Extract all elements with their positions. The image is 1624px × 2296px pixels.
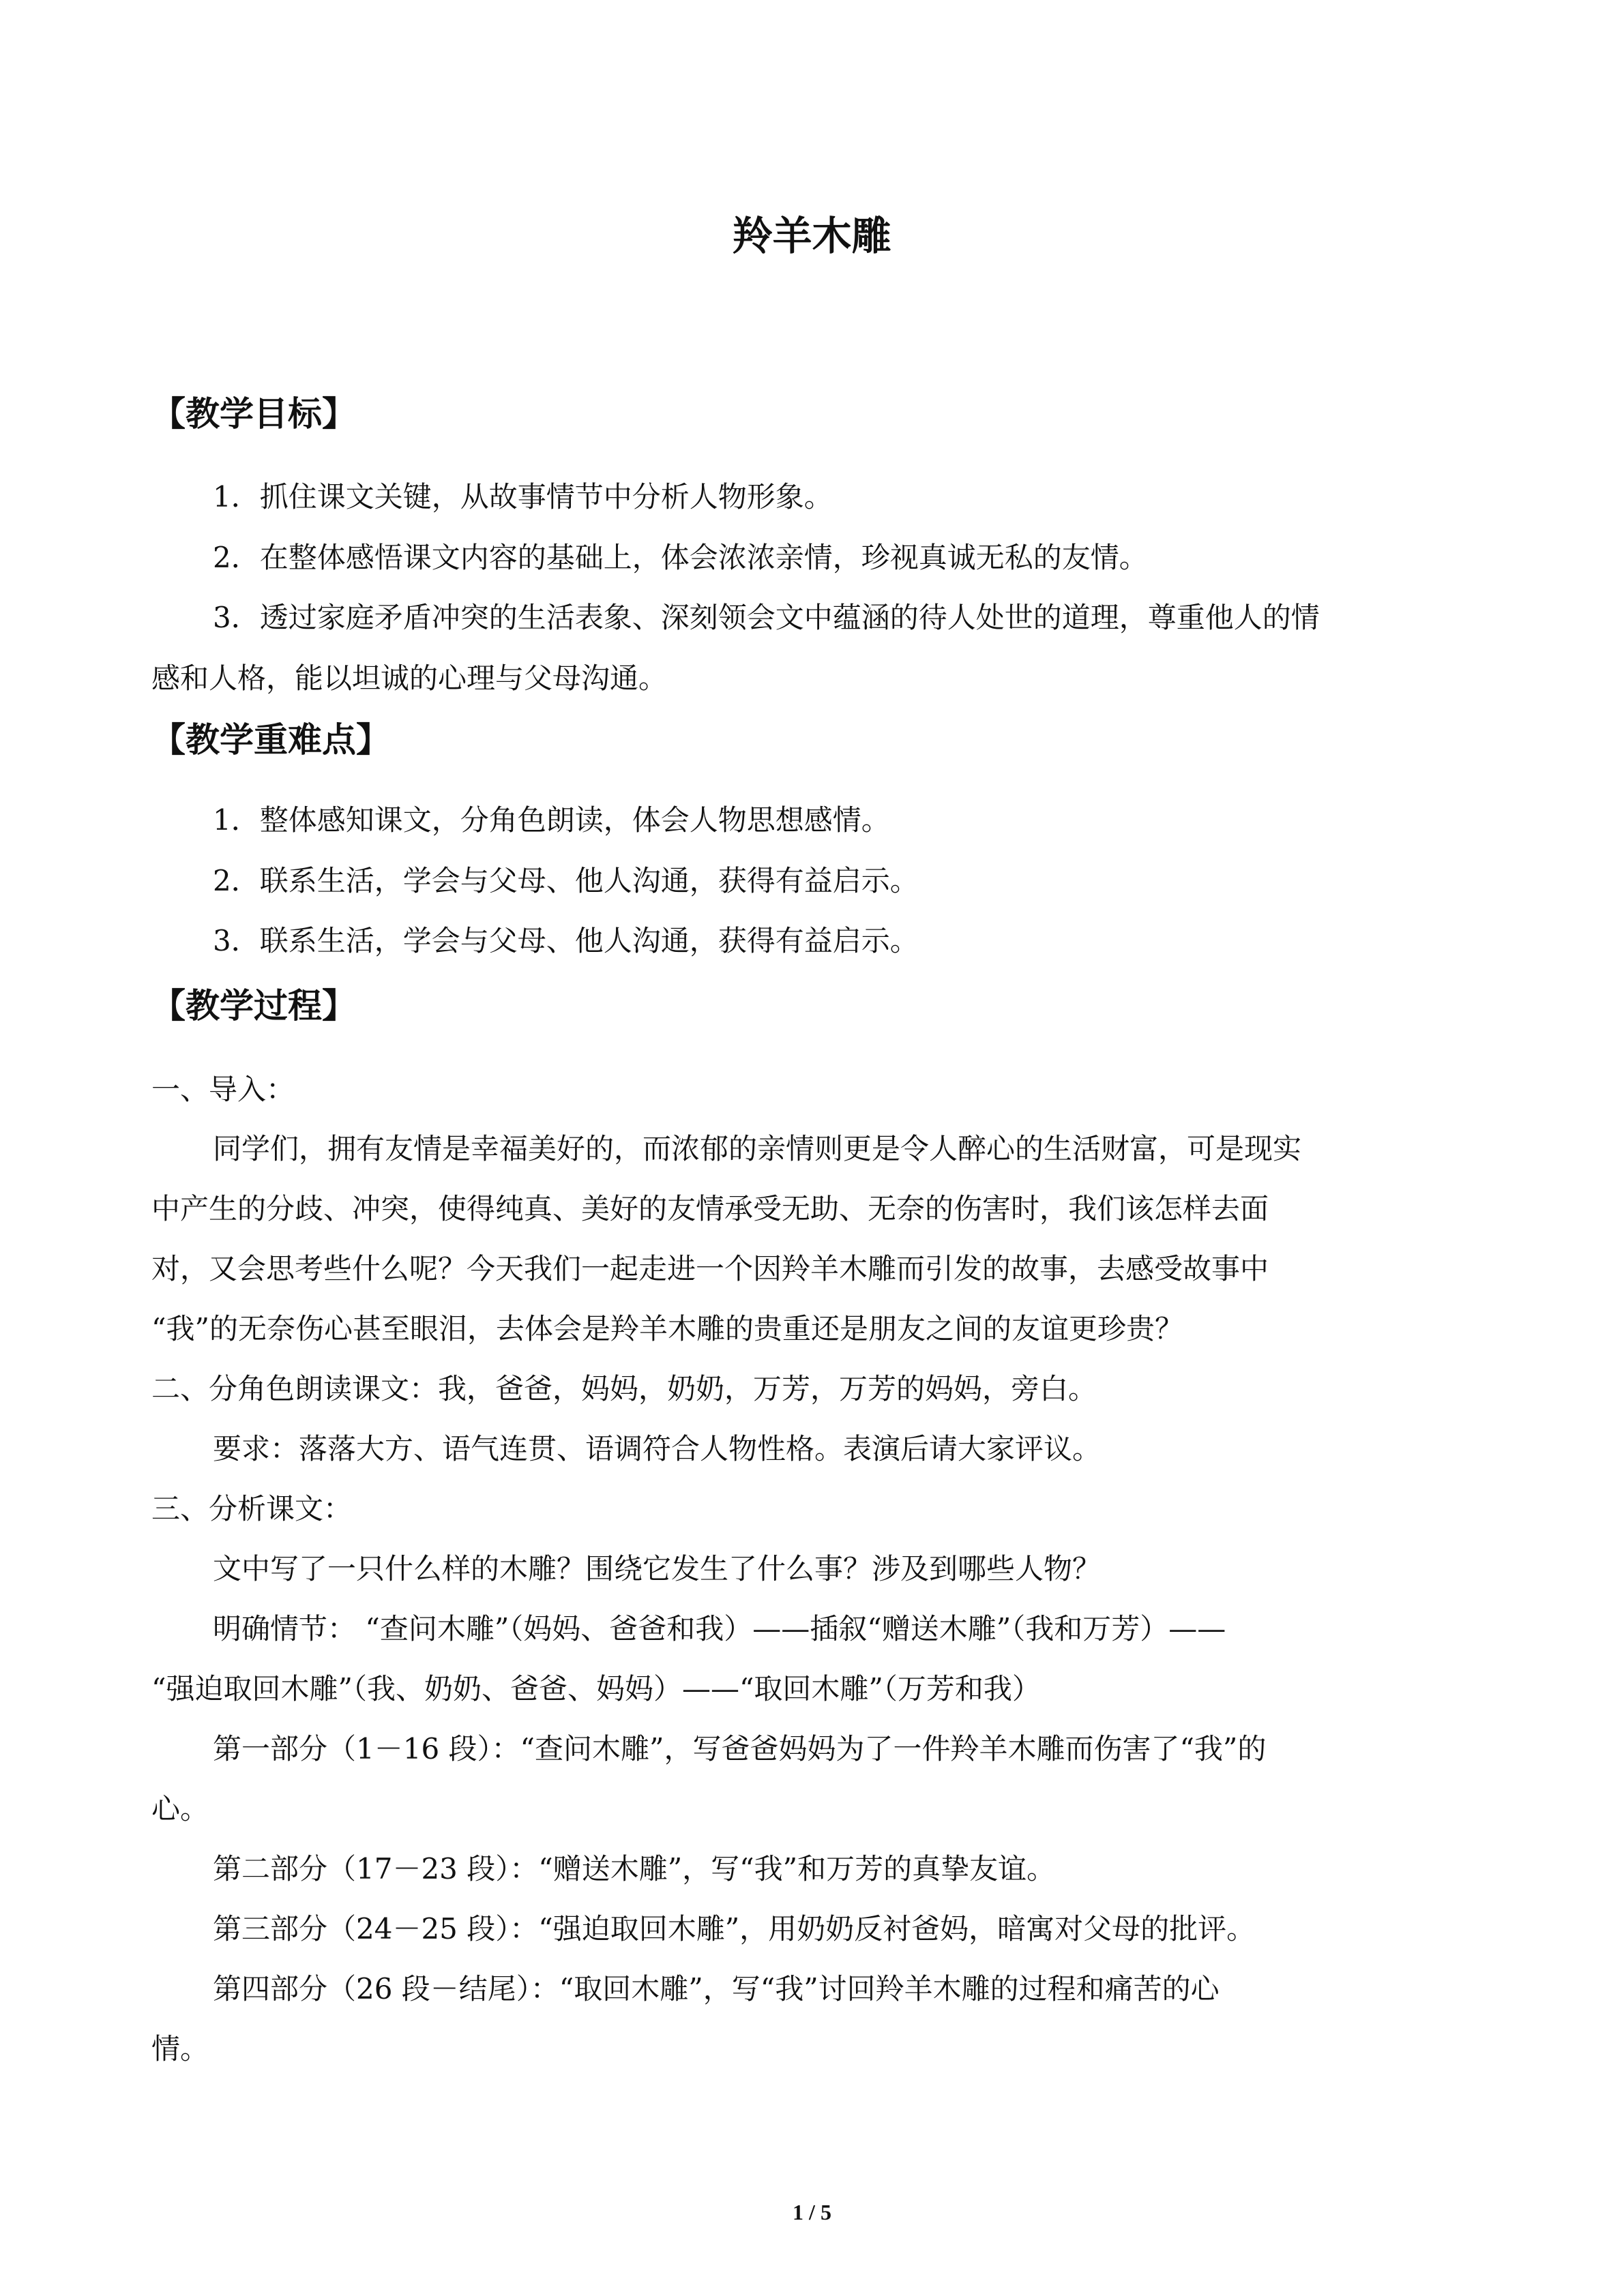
objective-item-3: 3．透过家庭矛盾冲突的生活表象、深刻领会文中蕴涵的待人处世的道理，尊重他人的情 — [213, 601, 1320, 634]
process-line: “我”的无奈伤心甚至眼泪，去体会是羚羊木雕的贵重还是朋友之间的友谊更珍贵？ — [151, 1312, 1183, 1345]
objective-item-3-continued: 感和人格，能以坦诚的心理与父母沟通。 — [151, 661, 668, 695]
process-line: 第二部分（17－23 段）：“赠送木雕”，写“我”和万芳的真挚友谊。 — [213, 1852, 1056, 1885]
process-line: 中产生的分歧、冲突，使得纯真、美好的友情承受无助、无奈的伤害时，我们该怎样去面 — [151, 1192, 1269, 1225]
process-line: 文中写了一只什么样的木雕？围绕它发生了什么事？涉及到哪些人物？ — [213, 1552, 1102, 1585]
objective-item-2: 2．在整体感悟课文内容的基础上，体会浓浓亲情，珍视真诚无私的友情。 — [213, 541, 1148, 574]
process-line: 情。 — [151, 2032, 209, 2066]
process-line: 明确情节： “查问木雕”（妈妈、爸爸和我）——插叙“赠送木雕”（我和万芳）—— — [213, 1612, 1226, 1645]
key-point-item-3: 3．联系生活，学会与父母、他人沟通，获得有益启示。 — [213, 924, 919, 957]
section-heading-process: 【教学过程】 — [151, 986, 356, 1026]
process-line: 同学们，拥有友情是幸福美好的，而浓郁的亲情则更是令人醉心的生活财富，可是现实 — [213, 1132, 1302, 1165]
process-line: 第四部分（26 段－结尾）：“取回木雕”，写“我”讨回羚羊木雕的过程和痛苦的心 — [213, 1972, 1220, 2006]
process-line: 三、分析课文： — [151, 1492, 353, 1525]
section-heading-objectives: 【教学目标】 — [151, 394, 356, 434]
section-heading-key-points: 【教学重难点】 — [151, 720, 390, 760]
key-point-item-1: 1．整体感知课文，分角色朗读，体会人物思想感情。 — [213, 803, 890, 837]
page-title: 羚羊木雕 — [733, 213, 891, 259]
process-line: “强迫取回木雕”（我、奶奶、爸爸、妈妈）——“取回木雕”（万芳和我） — [151, 1672, 1041, 1705]
process-line: 心。 — [151, 1792, 209, 1825]
process-line: 对，又会思考些什么呢？今天我们一起走进一个因羚羊木雕而引发的故事，去感受故事中 — [151, 1252, 1269, 1285]
process-line: 一、导入： — [151, 1073, 295, 1106]
objective-item-1: 1．抓住课文关键，从故事情节中分析人物形象。 — [213, 480, 833, 513]
key-point-item-2: 2．联系生活，学会与父母、他人沟通，获得有益启示。 — [213, 864, 919, 897]
process-line: 二、分角色朗读课文：我，爸爸，妈妈，奶奶，万芳，万芳的妈妈，旁白。 — [151, 1372, 1097, 1405]
page-number: 1 / 5 — [793, 2200, 831, 2224]
process-line: 要求：落落大方、语气连贯、语调符合人物性格。表演后请大家评议。 — [213, 1432, 1102, 1465]
process-line: 第一部分（1－16 段）：“查问木雕”，写爸爸妈妈为了一件羚羊木雕而伤害了“我”的 — [213, 1732, 1267, 1765]
process-line: 第三部分（24－25 段）：“强迫取回木雕”，用奶奶反衬爸妈，暗寓对父母的批评。 — [213, 1912, 1256, 1945]
